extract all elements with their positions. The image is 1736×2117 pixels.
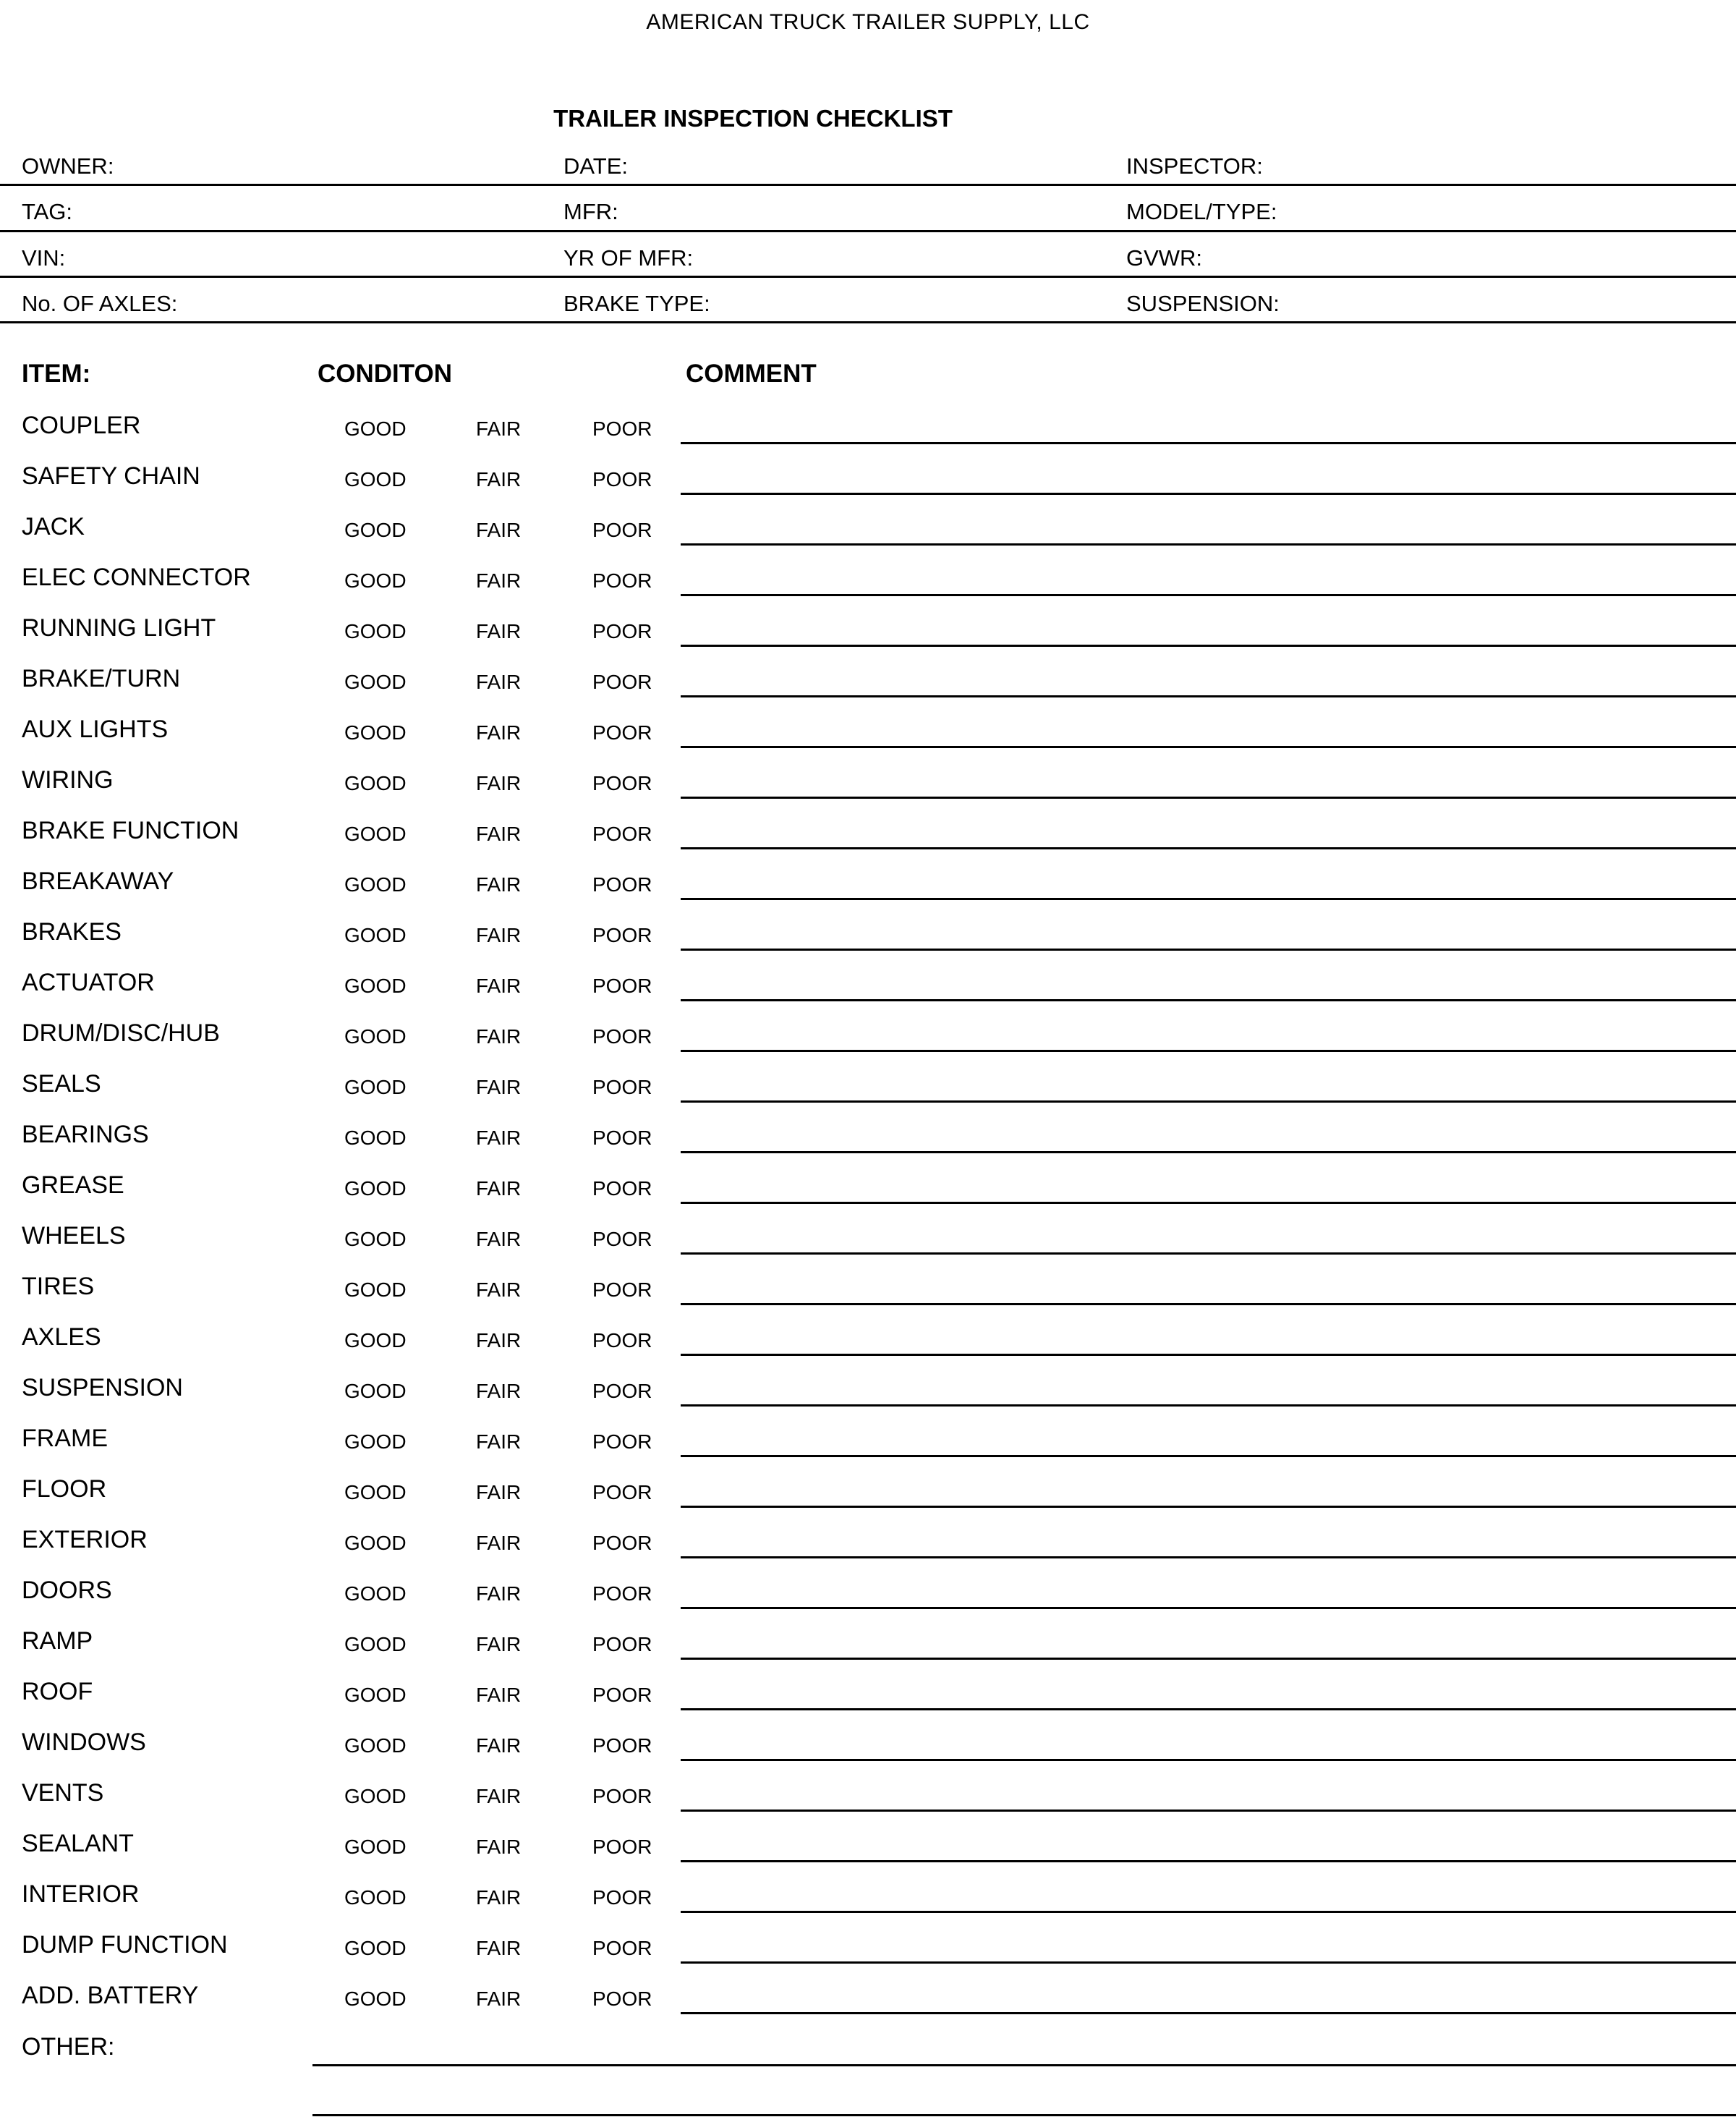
fair-option[interactable]: FAIR (476, 1329, 522, 1352)
comment-line[interactable] (681, 1354, 1736, 1356)
header-row (0, 153, 1736, 182)
good-option[interactable]: GOOD (344, 1937, 407, 1959)
header-field-middle[interactable]: BRAKE TYPE: (563, 291, 710, 316)
fair-option[interactable]: FAIR (476, 620, 522, 642)
poor-option[interactable]: POOR (592, 1785, 652, 1807)
poor-option[interactable]: POOR (592, 1329, 652, 1352)
poor-option[interactable]: POOR (592, 873, 652, 896)
header-rule (0, 321, 1736, 323)
fair-option[interactable]: FAIR (476, 1481, 522, 1503)
header-field-left[interactable]: No. OF AXLES: (22, 291, 178, 316)
item-label: AXLES (22, 1323, 101, 1351)
checklist-row (0, 1931, 1736, 1982)
other-label: OTHER: (22, 2033, 115, 2061)
good-option[interactable]: GOOD (344, 1025, 407, 1048)
item-label: DRUM/DISC/HUB (22, 1019, 220, 1047)
good-option[interactable]: GOOD (344, 1127, 407, 1149)
poor-option[interactable]: POOR (592, 823, 652, 845)
good-option[interactable]: GOOD (344, 1329, 407, 1352)
checklist-row (0, 716, 1736, 766)
poor-option[interactable]: POOR (592, 1684, 652, 1706)
comment-line[interactable] (681, 746, 1736, 748)
item-label: ROOF (22, 1678, 93, 1705)
poor-option[interactable]: POOR (592, 1886, 652, 1909)
fair-option[interactable]: FAIR (476, 772, 522, 794)
checklist-row (0, 1728, 1736, 1779)
checklist-row (0, 817, 1736, 867)
checklist-row (0, 1779, 1736, 1830)
comment-line[interactable] (681, 1556, 1736, 1558)
good-option[interactable]: GOOD (344, 1228, 407, 1250)
fair-option[interactable]: FAIR (476, 873, 522, 896)
item-label: COUPLER (22, 412, 141, 439)
header-field-middle[interactable]: DATE: (563, 153, 628, 179)
checklist-row (0, 1577, 1736, 1627)
comment-line[interactable] (681, 442, 1736, 444)
good-option[interactable]: GOOD (344, 1532, 407, 1554)
good-option[interactable]: GOOD (344, 671, 407, 693)
header-field-middle[interactable]: MFR: (563, 199, 618, 224)
good-option[interactable]: GOOD (344, 1886, 407, 1909)
good-option[interactable]: GOOD (344, 519, 407, 541)
comment-line[interactable] (681, 1455, 1736, 1457)
comment-line[interactable] (681, 493, 1736, 495)
poor-option[interactable]: POOR (592, 1481, 652, 1503)
good-option[interactable]: GOOD (344, 772, 407, 794)
checklist-row (0, 1627, 1736, 1678)
fair-option[interactable]: FAIR (476, 924, 522, 946)
fair-option[interactable]: FAIR (476, 1785, 522, 1807)
fair-option[interactable]: FAIR (476, 468, 522, 491)
poor-option[interactable]: POOR (592, 569, 652, 592)
comment-line[interactable] (681, 1252, 1736, 1255)
form-title: TRAILER INSPECTION CHECKLIST (553, 105, 953, 132)
fair-option[interactable]: FAIR (476, 1886, 522, 1909)
comment-line[interactable] (681, 949, 1736, 951)
checklist-row (0, 1121, 1736, 1171)
good-option[interactable]: GOOD (344, 620, 407, 642)
poor-option[interactable]: POOR (592, 924, 652, 946)
fair-option[interactable]: FAIR (476, 417, 522, 440)
poor-option[interactable]: POOR (592, 721, 652, 744)
poor-option[interactable]: POOR (592, 1076, 652, 1098)
fair-option[interactable]: FAIR (476, 1076, 522, 1098)
item-label: RAMP (22, 1627, 93, 1655)
comment-line[interactable] (681, 1810, 1736, 1812)
comment-line[interactable] (681, 999, 1736, 1001)
item-label: WIRING (22, 766, 114, 794)
item-label: WINDOWS (22, 1728, 146, 1756)
header-field-left[interactable]: TAG: (22, 199, 73, 224)
good-option[interactable]: GOOD (344, 1633, 407, 1655)
item-label: DOORS (22, 1577, 112, 1604)
poor-option[interactable]: POOR (592, 1582, 652, 1605)
header-field-left[interactable]: OWNER: (22, 153, 114, 179)
fair-option[interactable]: FAIR (476, 1633, 522, 1655)
item-label: SUSPENSION (22, 1374, 183, 1401)
fair-option[interactable]: FAIR (476, 721, 522, 744)
checklist-row (0, 1880, 1736, 1931)
poor-option[interactable]: POOR (592, 519, 652, 541)
good-option[interactable]: GOOD (344, 1380, 407, 1402)
comment-line[interactable] (681, 1202, 1736, 1204)
header-row (0, 291, 1736, 320)
good-option[interactable]: GOOD (344, 417, 407, 440)
poor-option[interactable]: POOR (592, 1430, 652, 1453)
comment-line[interactable] (681, 898, 1736, 900)
checklist-row (0, 1678, 1736, 1728)
header-row (0, 199, 1736, 228)
item-label: BREAKAWAY (22, 867, 174, 895)
checklist-row (0, 766, 1736, 817)
fair-option[interactable]: FAIR (476, 1025, 522, 1048)
comment-line[interactable] (681, 1404, 1736, 1407)
fair-option[interactable]: FAIR (476, 1937, 522, 1959)
item-label: DUMP FUNCTION (22, 1931, 228, 1959)
checklist-row (0, 462, 1736, 513)
comment-line[interactable] (681, 1759, 1736, 1761)
item-label: EXTERIOR (22, 1526, 148, 1553)
item-label: BRAKE FUNCTION (22, 817, 239, 844)
fair-option[interactable]: FAIR (476, 823, 522, 845)
poor-option[interactable]: POOR (592, 417, 652, 440)
checklist-row (0, 1171, 1736, 1222)
item-label: ELEC CONNECTOR (22, 564, 251, 591)
good-option[interactable]: GOOD (344, 1785, 407, 1807)
comment-line[interactable] (681, 1607, 1736, 1609)
header-field-right[interactable]: INSPECTOR: (1126, 153, 1263, 179)
item-label: AUX LIGHTS (22, 716, 169, 743)
good-option[interactable]: GOOD (344, 1481, 407, 1503)
poor-option[interactable]: POOR (592, 1937, 652, 1959)
item-label: TIRES (22, 1273, 95, 1300)
item-label: RUNNING LIGHT (22, 614, 216, 642)
header-field-left[interactable]: VIN: (22, 245, 66, 271)
item-label: BRAKE/TURN (22, 665, 181, 692)
checklist-row (0, 412, 1736, 462)
comment-line[interactable] (681, 1911, 1736, 1913)
fair-option[interactable]: FAIR (476, 1278, 522, 1301)
header-rule (0, 184, 1736, 186)
poor-option[interactable]: POOR (592, 1278, 652, 1301)
comment-line[interactable] (681, 594, 1736, 596)
comment-line[interactable] (681, 1860, 1736, 1862)
fair-option[interactable]: FAIR (476, 1380, 522, 1402)
other-line-1[interactable] (312, 2064, 1736, 2066)
comment-line[interactable] (681, 645, 1736, 647)
checklist-row (0, 1222, 1736, 1273)
good-option[interactable]: GOOD (344, 1430, 407, 1453)
checklist-row (0, 1982, 1736, 2032)
good-option[interactable]: GOOD (344, 1278, 407, 1301)
poor-option[interactable]: POOR (592, 1025, 652, 1048)
item-label: WHEELS (22, 1222, 126, 1250)
checklist-row (0, 1830, 1736, 1880)
item-label: INTERIOR (22, 1880, 140, 1908)
condition-column-header: CONDITON (318, 360, 453, 388)
fair-option[interactable]: FAIR (476, 1582, 522, 1605)
item-label: ADD. BATTERY (22, 1982, 199, 2009)
checklist-row (0, 1425, 1736, 1475)
fair-option[interactable]: FAIR (476, 1228, 522, 1250)
good-option[interactable]: GOOD (344, 975, 407, 997)
company-name: AMERICAN TRUCK TRAILER SUPPLY, LLC (646, 10, 1090, 34)
header-rule (0, 276, 1736, 278)
good-option[interactable]: GOOD (344, 1836, 407, 1858)
fair-option[interactable]: FAIR (476, 1684, 522, 1706)
fair-option[interactable]: FAIR (476, 1177, 522, 1200)
item-label: BRAKES (22, 918, 122, 946)
checklist-row (0, 665, 1736, 716)
poor-option[interactable]: POOR (592, 1987, 652, 2010)
poor-option[interactable]: POOR (592, 975, 652, 997)
good-option[interactable]: GOOD (344, 569, 407, 592)
item-label: FRAME (22, 1425, 108, 1452)
fair-option[interactable]: FAIR (476, 671, 522, 693)
good-option[interactable]: GOOD (344, 1987, 407, 2010)
item-label: GREASE (22, 1171, 124, 1199)
poor-option[interactable]: POOR (592, 1228, 652, 1250)
checklist-row (0, 1374, 1736, 1425)
item-label: ACTUATOR (22, 969, 155, 996)
item-label: BEARINGS (22, 1121, 149, 1148)
good-option[interactable]: GOOD (344, 1177, 407, 1200)
checklist-row (0, 1323, 1736, 1374)
fair-option[interactable]: FAIR (476, 1127, 522, 1149)
header-field-right[interactable]: SUSPENSION: (1126, 291, 1280, 316)
checklist-row (0, 1019, 1736, 1070)
header-field-middle[interactable]: YR OF MFR: (563, 245, 694, 271)
header-rule (0, 230, 1736, 232)
other-line-2[interactable] (312, 2114, 1736, 2116)
item-label: SEALS (22, 1070, 101, 1098)
poor-option[interactable]: POOR (592, 620, 652, 642)
poor-option[interactable]: POOR (592, 468, 652, 491)
fair-option[interactable]: FAIR (476, 1987, 522, 2010)
checklist-row (0, 564, 1736, 614)
checklist-row (0, 513, 1736, 564)
header-field-right[interactable]: GVWR: (1126, 245, 1203, 271)
checklist-row (0, 969, 1736, 1019)
comment-line[interactable] (681, 2012, 1736, 2014)
good-option[interactable]: GOOD (344, 1684, 407, 1706)
comment-line[interactable] (681, 1506, 1736, 1508)
poor-option[interactable]: POOR (592, 1734, 652, 1757)
item-label: SAFETY CHAIN (22, 462, 200, 490)
fair-option[interactable]: FAIR (476, 1734, 522, 1757)
comment-line[interactable] (681, 543, 1736, 546)
comment-line[interactable] (681, 1658, 1736, 1660)
checklist-row (0, 1070, 1736, 1121)
checklist-row (0, 614, 1736, 665)
good-option[interactable]: GOOD (344, 873, 407, 896)
good-option[interactable]: GOOD (344, 924, 407, 946)
comment-line[interactable] (681, 1050, 1736, 1052)
checklist-row (0, 867, 1736, 918)
item-label: FLOOR (22, 1475, 107, 1503)
good-option[interactable]: GOOD (344, 468, 407, 491)
poor-option[interactable]: POOR (592, 1532, 652, 1554)
checklist-row (0, 1526, 1736, 1577)
item-column-header: ITEM: (22, 360, 91, 388)
good-option[interactable]: GOOD (344, 1076, 407, 1098)
fair-option[interactable]: FAIR (476, 519, 522, 541)
fair-option[interactable]: FAIR (476, 1532, 522, 1554)
good-option[interactable]: GOOD (344, 823, 407, 845)
comment-line[interactable] (681, 847, 1736, 849)
good-option[interactable]: GOOD (344, 1734, 407, 1757)
item-label: JACK (22, 513, 85, 540)
good-option[interactable]: GOOD (344, 721, 407, 744)
fair-option[interactable]: FAIR (476, 1430, 522, 1453)
comment-line[interactable] (681, 695, 1736, 697)
comment-line[interactable] (681, 1151, 1736, 1153)
checklist-row (0, 1475, 1736, 1526)
poor-option[interactable]: POOR (592, 772, 652, 794)
poor-option[interactable]: POOR (592, 1177, 652, 1200)
header-row (0, 245, 1736, 274)
poor-option[interactable]: POOR (592, 1380, 652, 1402)
fair-option[interactable]: FAIR (476, 975, 522, 997)
item-label: VENTS (22, 1779, 104, 1807)
poor-option[interactable]: POOR (592, 1633, 652, 1655)
poor-option[interactable]: POOR (592, 671, 652, 693)
poor-option[interactable]: POOR (592, 1836, 652, 1858)
good-option[interactable]: GOOD (344, 1582, 407, 1605)
comment-line[interactable] (681, 1303, 1736, 1305)
fair-option[interactable]: FAIR (476, 1836, 522, 1858)
item-label: SEALANT (22, 1830, 134, 1857)
comment-line[interactable] (681, 797, 1736, 799)
comment-line[interactable] (681, 1100, 1736, 1103)
header-field-right[interactable]: MODEL/TYPE: (1126, 199, 1277, 224)
comment-line[interactable] (681, 1708, 1736, 1710)
fair-option[interactable]: FAIR (476, 569, 522, 592)
comment-column-header: COMMENT (686, 360, 817, 388)
comment-line[interactable] (681, 1961, 1736, 1964)
checklist-row (0, 1273, 1736, 1323)
checklist-row (0, 918, 1736, 969)
poor-option[interactable]: POOR (592, 1127, 652, 1149)
